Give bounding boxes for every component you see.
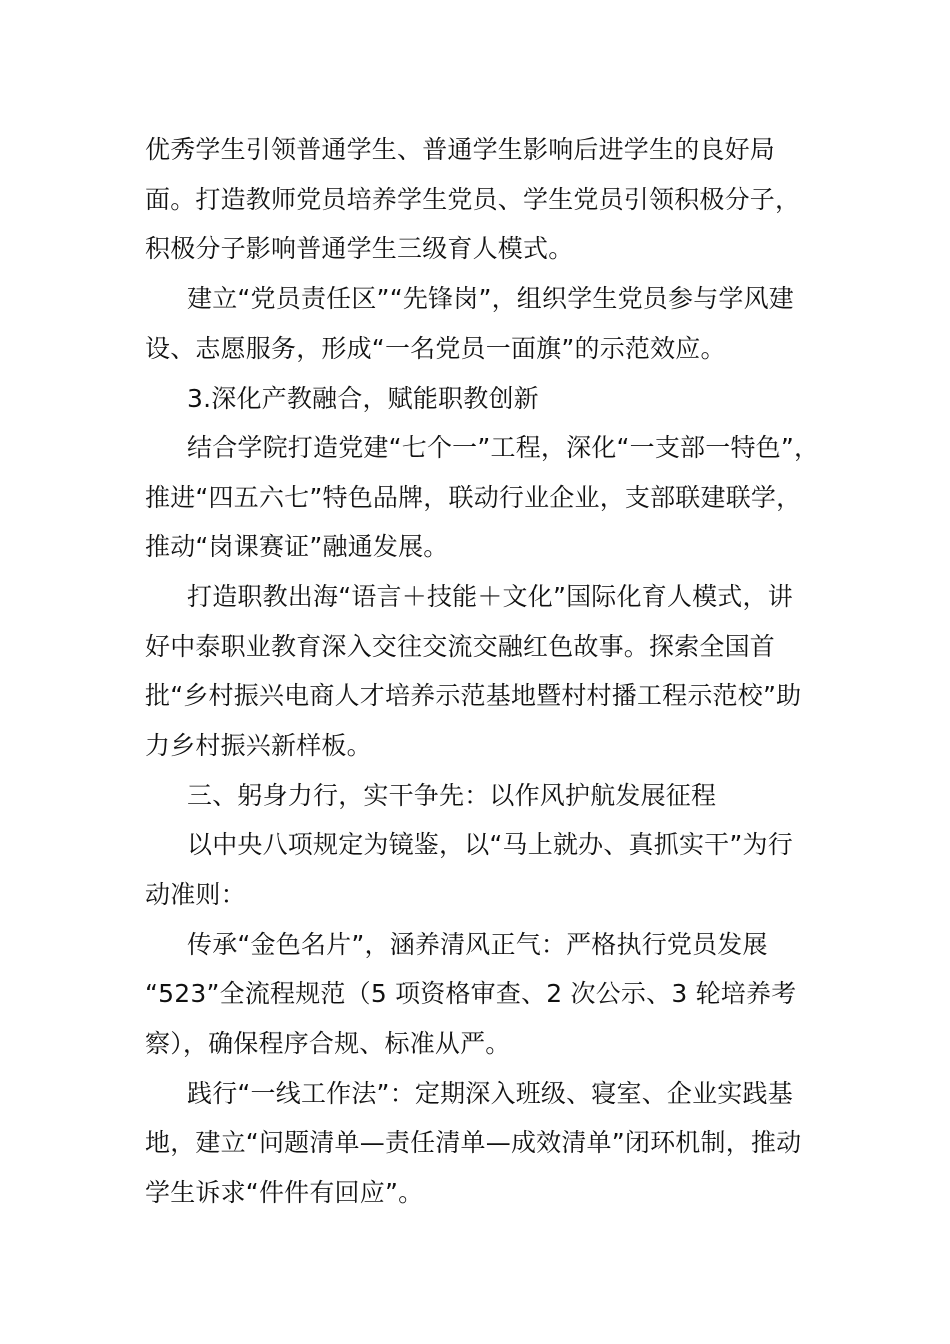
section-heading: 三、躬身力行，实干争先：以作风护航发展征程 bbox=[187, 781, 717, 810]
paragraph-line: 学生诉求“件件有回应”。 bbox=[145, 1178, 424, 1207]
paragraph-line: 传承“金色名片”，涵养清风正气：严格执行党员发展 bbox=[187, 930, 768, 959]
section-heading: 3.深化产教融合，赋能职教创新 bbox=[187, 384, 539, 413]
paragraph-line: 好中泰职业教育深入交往交流交融红色故事。探索全国首 bbox=[145, 632, 776, 661]
paragraph-line: 建立“党员责任区”“先锋岗”，组织学生党员参与学风建 bbox=[187, 284, 795, 313]
paragraph-line: 以中央八项规定为镜鉴，以“马上就办、真抓实干”为行 bbox=[187, 830, 793, 859]
paragraph-line: “523”全流程规范（5 项资格审查、2 次公示、3 轮培养考 bbox=[145, 979, 797, 1008]
paragraph-line: 面。打造教师党员培养学生党员、学生党员引领积极分子， bbox=[145, 185, 801, 214]
paragraph-line: 批“乡村振兴电商人才培养示范基地暨村村播工程示范校”助 bbox=[145, 681, 802, 710]
paragraph-line: 推进“四五六七”特色品牌，联动行业企业，支部联建联学， bbox=[145, 483, 802, 512]
paragraph-line: 打造职教出海“语言＋技能＋文化”国际化育人模式，讲 bbox=[187, 582, 793, 611]
paragraph-line: 动准则： bbox=[145, 880, 246, 909]
paragraph-line: 积极分子影响普通学生三级育人模式。 bbox=[145, 234, 574, 263]
paragraph-line: 优秀学生引领普通学生、普通学生影响后进学生的良好局 bbox=[145, 135, 776, 164]
paragraph-line: 察），确保程序合规、标准从严。 bbox=[145, 1029, 511, 1058]
paragraph-line: 力乡村振兴新样板。 bbox=[145, 731, 372, 760]
paragraph-line: 结合学院打造党建“七个一”工程，深化“一支部一特色”， bbox=[187, 433, 820, 462]
paragraph-line: 设、志愿服务，形成“一名党员一面旗”的示范效应。 bbox=[145, 334, 726, 363]
paragraph-line: 推动“岗课赛证”融通发展。 bbox=[145, 532, 449, 561]
paragraph-line: 地，建立“问题清单—责任清单—成效清单”闭环机制，推动 bbox=[145, 1128, 802, 1157]
paragraph-line: 践行“一线工作法”：定期深入班级、寝室、企业实践基 bbox=[187, 1079, 793, 1108]
